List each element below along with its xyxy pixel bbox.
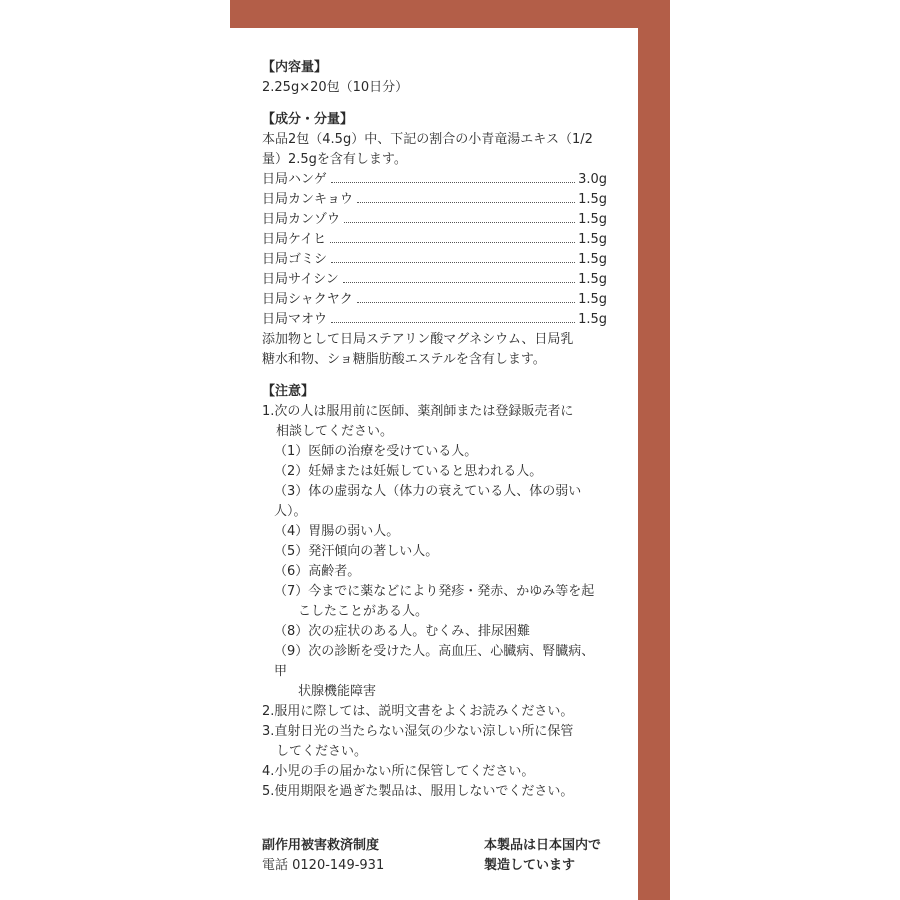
caution-sub-item bbox=[262, 442, 607, 462]
ingredient-row bbox=[262, 270, 607, 290]
dot-leader bbox=[331, 322, 575, 323]
caution-item-3-cont: してください。 bbox=[276, 744, 368, 759]
ingredient-amount: 1.5g bbox=[578, 292, 607, 307]
caution-sub-text-cont: こしたことがある人。 bbox=[298, 604, 429, 619]
relief-system-title: 副作用被害救済制度 bbox=[262, 838, 380, 853]
caution-sub-text: （7）今までに薬などにより発疹・発赤、かゆみ等を起 bbox=[274, 584, 595, 599]
caution-sub-text: （9）次の診断を受けた人。高血圧、心臓病、腎臓病、甲 bbox=[274, 644, 595, 679]
ingredient-name: 日局カンゾウ bbox=[262, 212, 341, 227]
ingredient-name: 日局マオウ bbox=[262, 312, 328, 327]
caution-sub-item bbox=[262, 522, 607, 542]
ingredient-name: 日局サイシン bbox=[262, 272, 339, 287]
ingredient-name: 日局ケイヒ bbox=[262, 232, 327, 247]
caution-heading: 【注意】 bbox=[262, 384, 315, 399]
ingredient-amount: 1.5g bbox=[578, 232, 607, 247]
ingredient-row bbox=[262, 210, 607, 230]
made-in-japan-line1: 本製品は日本国内で bbox=[484, 838, 602, 853]
caution-item-2: 2.服用に際しては、説明文書をよくお読みください。 bbox=[262, 704, 574, 719]
ingredient-amount: 1.5g bbox=[578, 272, 607, 287]
dot-leader bbox=[331, 182, 575, 183]
caution-sub-text: （8）次の症状のある人。むくみ、排尿困難 bbox=[274, 624, 531, 639]
relief-system-phone: 電話 0120-149-931 bbox=[262, 858, 385, 873]
content-amount-heading: 【内容量】 bbox=[262, 60, 328, 75]
caution-item-1-text: 1.次の人は服用前に医師、薬剤師または登録販売者に bbox=[262, 404, 574, 419]
ingredient-name: 日局シャクヤク bbox=[262, 292, 353, 307]
caution-item-3-text: 3.直射日光の当たらない湿気の少ない涼しい所に保管 bbox=[262, 724, 574, 739]
made-in-japan-line2: 製造しています bbox=[484, 858, 576, 873]
dot-leader bbox=[357, 302, 575, 303]
ingredient-row bbox=[262, 310, 607, 330]
caution-sub-text: （4）胃腸の弱い人。 bbox=[274, 524, 400, 539]
ingredient-row bbox=[262, 250, 607, 270]
ingredients-heading: 【成分・分量】 bbox=[262, 112, 354, 127]
top-border-band bbox=[230, 0, 670, 28]
additives-text: 添加物として日局ステアリン酸マグネシウム、日局乳 bbox=[262, 332, 574, 347]
caution-sub-text: （6）高齢者。 bbox=[274, 564, 361, 579]
caution-sub-text-cont: 状腺機能障害 bbox=[298, 684, 377, 699]
caution-item-4: 4.小児の手の届かない所に保管してください。 bbox=[262, 764, 535, 779]
caution-sub-text: （5）発汗傾向の著しい人。 bbox=[274, 544, 439, 559]
caution-sub-item bbox=[262, 542, 607, 562]
caution-item-1 bbox=[262, 402, 607, 442]
content-amount-value: 2.25g×20包（10日分） bbox=[262, 80, 409, 95]
relief-system-block bbox=[262, 836, 462, 876]
right-border-band bbox=[638, 28, 670, 900]
made-in-japan-block bbox=[484, 836, 634, 876]
caution-item-1-cont: 相談してください。 bbox=[276, 424, 394, 439]
additives-text-cont: 糖水和物、ショ糖脂肪酸エステルを含有します。 bbox=[262, 352, 546, 367]
caution-sub-item bbox=[262, 642, 607, 702]
dot-leader bbox=[357, 202, 575, 203]
ingredient-name: 日局ゴミシ bbox=[262, 252, 328, 267]
package-text-panel bbox=[262, 58, 607, 802]
caution-sub-item bbox=[262, 582, 607, 622]
ingredient-amount: 3.0g bbox=[578, 172, 607, 187]
dot-leader bbox=[344, 222, 575, 223]
ingredient-amount: 1.5g bbox=[578, 212, 607, 227]
ingredient-name: 日局カンキョウ bbox=[262, 192, 354, 207]
ingredient-row bbox=[262, 230, 607, 250]
ingredient-amount: 1.5g bbox=[578, 312, 607, 327]
caution-item-5: 5.使用期限を過ぎた製品は、服用しないでください。 bbox=[262, 784, 574, 799]
ingredients-intro-cont: 量）2.5gを含有します。 bbox=[262, 152, 407, 167]
dot-leader bbox=[331, 262, 575, 263]
ingredient-amount: 1.5g bbox=[578, 252, 607, 267]
caution-sub-text: （1）医師の治療を受けている人。 bbox=[274, 444, 478, 459]
caution-sub-item bbox=[262, 462, 607, 482]
dot-leader bbox=[343, 282, 575, 283]
ingredient-row bbox=[262, 190, 607, 210]
caution-sub-item bbox=[262, 622, 607, 642]
caution-sub-item bbox=[262, 562, 607, 582]
dot-leader bbox=[330, 242, 575, 243]
ingredients-intro: 本品2包（4.5g）中、下記の割合の小青竜湯エキス（1/2 bbox=[262, 132, 593, 147]
caution-sub-item bbox=[262, 482, 607, 522]
ingredient-row bbox=[262, 290, 607, 310]
ingredient-name: 日局ハンゲ bbox=[262, 172, 327, 187]
caution-sub-text: （3）体の虚弱な人（体力の衰えている人、体の弱い人）。 bbox=[274, 484, 582, 519]
caution-sub-text: （2）妊婦または妊娠していると思われる人。 bbox=[274, 464, 543, 479]
ingredient-amount: 1.5g bbox=[578, 192, 607, 207]
ingredient-row bbox=[262, 170, 607, 190]
caution-item-3 bbox=[262, 722, 607, 762]
